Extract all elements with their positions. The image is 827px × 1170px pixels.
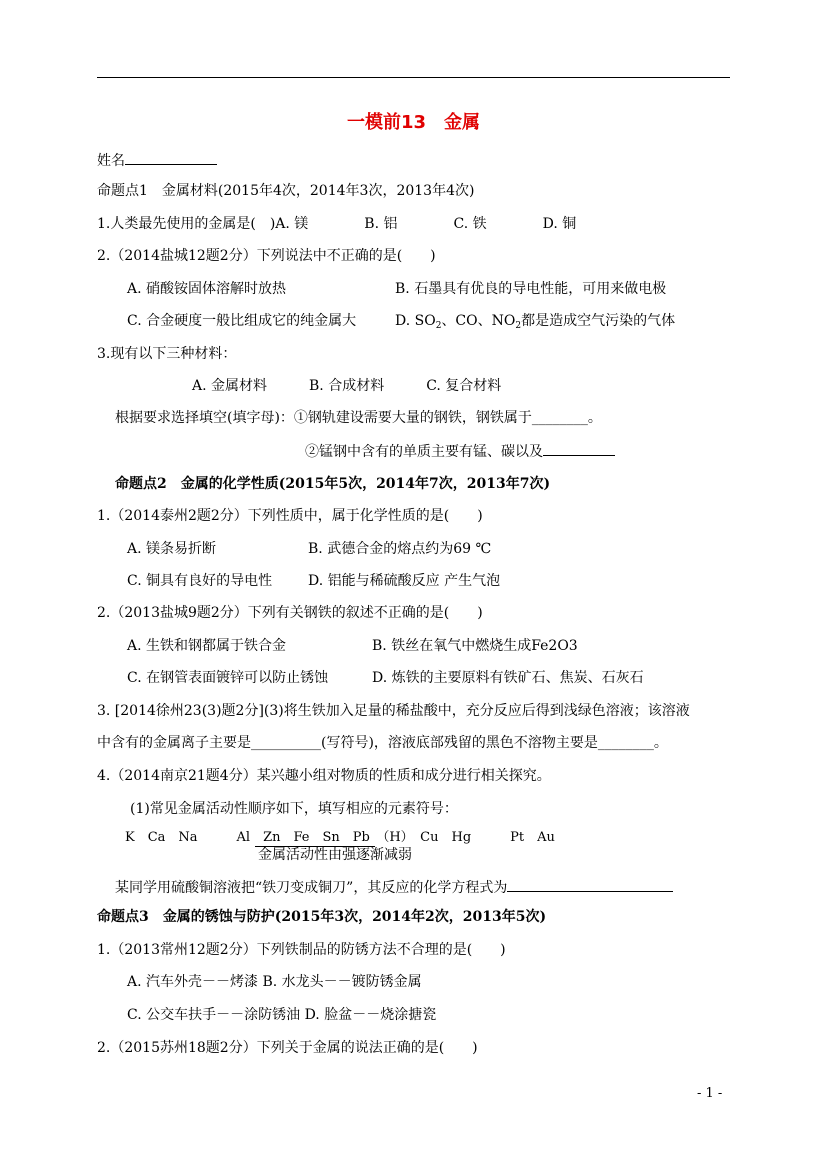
s2-q3-line1: 3. [2014徐州23(3)题2分](3)将生铁加入足量的稀盐酸中，充分反应后得到浅绿色溶液；该溶液 [97,703,690,719]
s1-q1: 1.人类最先使用的金属是( )A. 镁 B. 铝 C. 铁 D. 铜 [97,216,577,232]
s2-q1-option-a: A. 镁条易折断 [127,541,217,557]
s2-q4-arrow-label: 金属活动性由强逐渐减弱 [258,847,412,863]
page-title: 一模前13 金属 [346,112,481,133]
s2-q2-stem: 2.（2013盐城9题2分）下列有关钢铁的叙述不正确的是( ) [97,605,483,621]
s1-q2-option-b: B. 石墨具有优良的导电性能，可用来做电极 [395,281,667,297]
s2-q2-option-b: B. 铁丝在氧气中燃烧生成Fe2O3 [372,638,578,654]
s1-q3-fill2: ②锰钢中含有的单质主要有锰、碳以及 [305,444,543,460]
s1-q2-option-a: A. 硝酸铵固体溶解时放热 [127,281,287,297]
name-label: 姓名 [97,153,125,169]
s2-q4-eq: 某同学用硫酸铜溶液把“铁刀变成铜刀”，其反应的化学方程式为 [115,880,508,896]
s1-q3-stem: 3.现有以下三种材料： [97,346,237,362]
s3-q1-option-ab: A. 汽车外壳－－烤漆 B. 水龙头－－镀防锈金属 [127,974,422,990]
s3-q1-stem: 1.（2013常州12题2分）下列铁制品的防锈方法不合理的是( ) [97,942,506,958]
s2-q1-option-d: D. 铝能与稀硫酸反应 产生气泡 [308,573,501,589]
s2-q1-stem: 1.（2014泰州2题2分）下列性质中，属于化学性质的是( ) [97,508,483,524]
s2-q4-series: K Ca Na Al Zn Fe Sn Pb （H） Cu Hg Pt Au [125,830,555,845]
s2-q2-option-d: D. 炼铁的主要原料有铁矿石、焦炭、石灰石 [372,670,644,686]
s2-q4-stem: 4.（2014南京21题4分）某兴趣小组对物质的性质和成分进行相关探究。 [97,768,551,784]
section3-heading: 命题点3 金属的锈蚀与防护(2015年3次，2014年2次，2013年5次) [97,909,547,925]
header-rule [97,77,730,78]
s1-q3-fill1: 根据要求选择填空(填字母)：①钢轨建设需要大量的钢铁，钢铁属于________。 [115,410,602,426]
s1-q2-option-d: D. $SO_2$、CO、$NO_2$都是造成空气污染的气体 [395,313,676,331]
s2-q4-sub1: (1)常见金属活动性顺序如下，填写相应的元素符号： [130,801,458,817]
s1-q2-stem: 2.（2014盐城12题2分）下列说法中不正确的是( ) [97,248,436,264]
s1-q3-fill2-row [305,441,615,461]
name-blank[interactable] [125,150,217,165]
s1-q2-option-c: C. 合金硬度一般比组成它的纯金属大 [127,313,357,329]
section2-heading: 命题点2 金属的化学性质(2015年5次，2014年7次，2013年7次) [115,476,551,492]
s2-q4-eq-row [115,877,673,897]
s2-q2-option-c: C. 在钢管表面镀锌可以防止锈蚀 [127,670,329,686]
section1-heading: 命题点1 金属材料(2015年4次，2014年3次，2013年4次) [97,183,475,199]
name-field-row [97,150,217,170]
s2-q3-line2: 中含有的金属离子主要是__________(写符号)，溶液底部残留的黑色不溶物主要是________。 [97,735,668,751]
s2-q1-option-c: C. 铜具有良好的导电性 [127,573,273,589]
s1-q3-options: A. 金属材料 B. 合成材料 C. 复合材料 [192,378,502,394]
s2-q1-option-b: B. 武德合金的熔点约为69 ℃ [308,541,492,557]
s2-q2-option-a: A. 生铁和钢都属于铁合金 [127,638,287,654]
s3-q2-stem: 2.（2015苏州18题2分）下列关于金属的说法正确的是( ) [97,1040,478,1056]
s1-q3-blank[interactable] [543,441,615,456]
page-number: - 1 - [697,1086,723,1101]
s2-q4-blank[interactable] [507,877,673,892]
s3-q1-option-cd: C. 公交车扶手－－涂防锈油 D. 脸盆－－烧涂搪瓷 [127,1007,437,1023]
